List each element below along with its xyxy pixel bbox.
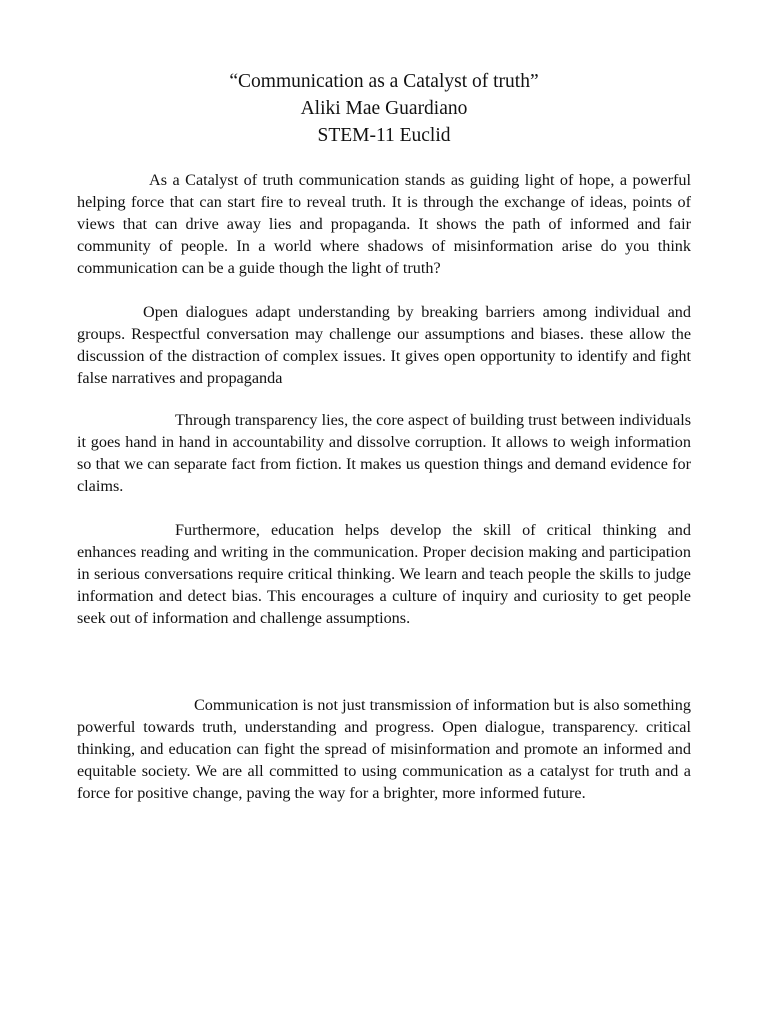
- paragraph-education: [77, 520, 691, 630]
- paragraph-text: As a Catalyst of truth communication stands as guiding light of hope, a powerful helping force that can start fire to reveal truth. It is through the exchange of ideas, points of views that can drive away lies and propaganda. It shows the path of informed and fair community of people. In a world where shadows of misinformation arise do you think communication can be a guide though the light of truth?: [77, 171, 691, 277]
- author-name: Aliki Mae Guardiano: [300, 98, 468, 119]
- paragraph-text: Through transparency lies, the core aspect of building trust between individuals it goes hand in hand in accountability and dissolve corruption. It allows to weigh information so that we can separate fact from fiction. It makes us question things and demand evidence for claims.: [77, 411, 691, 495]
- paragraph-text: Open dialogues adapt understanding by breaking barriers among individual and groups. Respectful conversation may challenge our assumptions and biases. these allow the discussion of the distraction of complex issues. It gives open opportunity to identify and fight false narratives and propaganda: [77, 303, 691, 387]
- paragraph-intro: [77, 170, 691, 280]
- document-title: “Communication as a Catalyst of truth”: [229, 71, 539, 92]
- paragraph-text: Communication is not just transmission of information but is also something powerful towards truth, understanding and progress. Open dialogue, transparency. critical thinking, and education can fight the spread of misinformation and promote an informed and equitable society. We are all committed to using communication as a catalyst for truth and a force for positive change, paving the way for a brighter, more informed future.: [77, 696, 691, 802]
- paragraph-transparency: [77, 410, 691, 498]
- document-header: [0, 68, 768, 149]
- paragraph-text: Furthermore, education helps develop the skill of critical thinking and enhances reading and writing in the communication. Proper decision making and participation in serious conversations require critical thinking. We learn and teach people the skills to judge information and detect bias. This encourages a culture of inquiry and curiosity to get people seek out of information and challenge assumptions.: [77, 521, 691, 627]
- paragraph-conclusion: [77, 695, 691, 805]
- class-section: STEM-11 Euclid: [317, 125, 451, 146]
- paragraph-open-dialogues: [77, 302, 691, 390]
